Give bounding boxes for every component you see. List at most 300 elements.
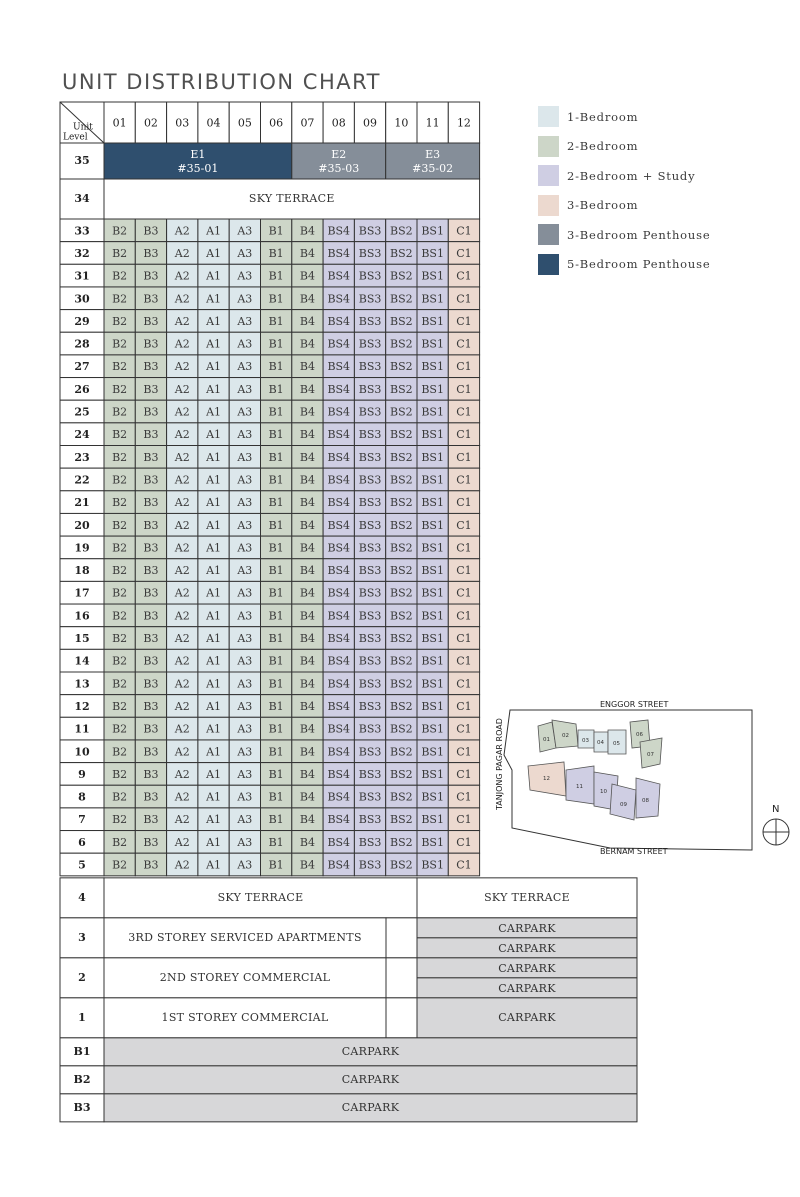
level-label: B2 bbox=[73, 1072, 91, 1086]
unit-type-label: B2 bbox=[112, 473, 128, 487]
unit-type-label: BS2 bbox=[390, 654, 413, 668]
unit-type-label: A3 bbox=[237, 224, 253, 238]
unit-type-label: B2 bbox=[112, 632, 128, 646]
level-label: 33 bbox=[74, 224, 90, 238]
unit-type-label: BS3 bbox=[358, 632, 382, 646]
level-label: 27 bbox=[74, 360, 90, 374]
unit-type-label: B1 bbox=[268, 677, 284, 691]
unit-type-label: BS3 bbox=[358, 541, 382, 555]
unit-type-label: B2 bbox=[112, 813, 128, 827]
unit-type-label: BS3 bbox=[358, 745, 382, 759]
unit-type-label: B3 bbox=[143, 337, 159, 351]
storey-use-label: 1ST STOREY COMMERCIAL bbox=[161, 1010, 329, 1024]
header-column-label: 10 bbox=[394, 116, 409, 130]
level-label: 23 bbox=[74, 450, 90, 464]
unit-type-label: B3 bbox=[143, 745, 159, 759]
unit-type-label: B4 bbox=[299, 790, 315, 804]
legend-swatch bbox=[538, 136, 559, 157]
unit-type-label: B4 bbox=[299, 473, 315, 487]
unit-type-label: A1 bbox=[206, 699, 222, 713]
unit-type-label: B3 bbox=[143, 269, 159, 283]
unit-type-label: C1 bbox=[456, 813, 472, 827]
unit-type-label: A1 bbox=[206, 224, 222, 238]
header-column-label: 12 bbox=[456, 116, 471, 130]
unit-type-label: C1 bbox=[456, 360, 472, 374]
unit-type-label: B2 bbox=[112, 564, 128, 578]
unit-type-label: A1 bbox=[206, 858, 222, 872]
unit-type-label: BS1 bbox=[421, 586, 444, 600]
unit-type-label: B3 bbox=[143, 496, 159, 510]
blank-cell bbox=[386, 918, 417, 958]
compass-icon bbox=[763, 804, 789, 845]
unit-type-label: A2 bbox=[174, 654, 190, 668]
unit-type-label: A1 bbox=[206, 496, 222, 510]
unit-type-label: BS3 bbox=[358, 246, 382, 260]
header-column-label: 02 bbox=[143, 116, 158, 130]
unit-type-label: BS3 bbox=[358, 835, 382, 849]
west-road-label: TANJONG PAGAR ROAD bbox=[495, 718, 504, 810]
unit-type-label: BS4 bbox=[327, 541, 351, 555]
unit-type-label: B2 bbox=[112, 450, 128, 464]
unit-type-label: BS4 bbox=[327, 632, 351, 646]
sky-terrace-label: SKY TERRACE bbox=[248, 192, 335, 205]
unit-type-label: A2 bbox=[174, 699, 190, 713]
unit-type-label: A1 bbox=[206, 428, 222, 442]
unit-type-label: A2 bbox=[174, 541, 190, 555]
level-label: 1 bbox=[78, 1010, 86, 1024]
unit-type-label: A2 bbox=[174, 314, 190, 328]
unit-type-label: BS3 bbox=[358, 586, 382, 600]
unit-type-label: A3 bbox=[237, 586, 253, 600]
unit-type-label: BS1 bbox=[421, 269, 444, 283]
header-column-label: 09 bbox=[363, 116, 378, 130]
unit-type-label: B4 bbox=[299, 835, 315, 849]
unit-type-label: A1 bbox=[206, 314, 222, 328]
unit-type-label: B2 bbox=[112, 224, 128, 238]
level-label: 8 bbox=[78, 790, 86, 804]
header-level-label: Level bbox=[63, 132, 88, 143]
level-label: 21 bbox=[74, 496, 90, 510]
unit-type-label: A3 bbox=[237, 835, 253, 849]
unit-type-label: A1 bbox=[206, 292, 222, 306]
unit-type-label: A2 bbox=[174, 405, 190, 419]
unit-type-label: B3 bbox=[143, 428, 159, 442]
unit-type-label: BS1 bbox=[421, 382, 444, 396]
unit-type-label: BS2 bbox=[390, 677, 413, 691]
unit-type-label: A1 bbox=[206, 337, 222, 351]
site-plan bbox=[490, 690, 795, 865]
header-column-label: 05 bbox=[237, 116, 252, 130]
unit-type-label: BS3 bbox=[358, 767, 382, 781]
level-label: 17 bbox=[74, 586, 90, 600]
header-column-label: 11 bbox=[425, 116, 440, 130]
legend bbox=[538, 102, 710, 279]
unit-type-label: BS1 bbox=[421, 450, 444, 464]
unit-type-label: B2 bbox=[112, 722, 128, 736]
unit-type-label: BS2 bbox=[390, 360, 413, 374]
carpark-label: CARPARK bbox=[341, 1100, 400, 1114]
level-label: 34 bbox=[74, 192, 90, 205]
unit-type-label: A1 bbox=[206, 246, 222, 260]
unit-type-label: BS3 bbox=[358, 450, 382, 464]
unit-type-label: B1 bbox=[268, 790, 284, 804]
unit-type-label: B1 bbox=[268, 496, 284, 510]
unit-type-label: B3 bbox=[143, 541, 159, 555]
north-street-label: ENGGOR STREET bbox=[600, 700, 669, 709]
unit-type-label: A3 bbox=[237, 790, 253, 804]
unit-type-label: BS1 bbox=[421, 337, 444, 351]
unit-type-label: B3 bbox=[143, 450, 159, 464]
level-label: 22 bbox=[74, 473, 90, 487]
header-column-label: 03 bbox=[175, 116, 190, 130]
unit-type-label: BS2 bbox=[390, 337, 413, 351]
unit-type-label: BS2 bbox=[390, 518, 413, 532]
unit-type-label: BS2 bbox=[390, 224, 413, 238]
unit-type-label: B3 bbox=[143, 609, 159, 623]
storey-use-label: 2ND STOREY COMMERCIAL bbox=[159, 970, 331, 984]
unit-type-label: B1 bbox=[268, 314, 284, 328]
unit-type-label: C1 bbox=[456, 428, 472, 442]
unit-type-label: B4 bbox=[299, 699, 315, 713]
header-column-label: 07 bbox=[300, 116, 315, 130]
unit-type-label: A1 bbox=[206, 382, 222, 396]
unit-type-label: B2 bbox=[112, 654, 128, 668]
unit-type-label: BS4 bbox=[327, 722, 351, 736]
unit-type-label: A2 bbox=[174, 790, 190, 804]
unit-type-label: BS1 bbox=[421, 767, 444, 781]
unit-type-label: B1 bbox=[268, 654, 284, 668]
level-label: 2 bbox=[78, 970, 86, 984]
legend-swatch bbox=[538, 106, 559, 127]
unit-type-label: BS2 bbox=[390, 314, 413, 328]
unit-type-label: A3 bbox=[237, 292, 253, 306]
unit-type-label: BS2 bbox=[390, 722, 413, 736]
unit-type-label: BS1 bbox=[421, 473, 444, 487]
level-label: 28 bbox=[74, 337, 90, 351]
unit-type-label: C1 bbox=[456, 654, 472, 668]
unit-type-label: A2 bbox=[174, 745, 190, 759]
unit-type-label: BS3 bbox=[358, 518, 382, 532]
unit-type-label: A3 bbox=[237, 677, 253, 691]
unit-type-label: A2 bbox=[174, 858, 190, 872]
unit-type-label: A1 bbox=[206, 405, 222, 419]
unit-type-label: B4 bbox=[299, 337, 315, 351]
unit-type-label: B1 bbox=[268, 767, 284, 781]
unit-type-label: BS2 bbox=[390, 813, 413, 827]
block-label: 10 bbox=[600, 789, 607, 795]
unit-type-label: BS4 bbox=[327, 360, 351, 374]
level-label: 3 bbox=[78, 930, 86, 944]
unit-type-label: A3 bbox=[237, 405, 253, 419]
unit-type-label: A3 bbox=[237, 858, 253, 872]
unit-type-label: B1 bbox=[268, 360, 284, 374]
unit-type-label: A2 bbox=[174, 632, 190, 646]
unit-type-label: A3 bbox=[237, 813, 253, 827]
block-label: 07 bbox=[647, 752, 654, 758]
unit-type-label: BS1 bbox=[421, 518, 444, 532]
unit-type-label: BS1 bbox=[421, 699, 444, 713]
unit-type-label: A1 bbox=[206, 767, 222, 781]
unit-type-label: A2 bbox=[174, 609, 190, 623]
blank-cell bbox=[386, 998, 417, 1038]
carpark-label: CARPARK bbox=[498, 981, 556, 995]
unit-type-label: B2 bbox=[112, 586, 128, 600]
unit-type-label: BS2 bbox=[390, 586, 413, 600]
level-label: 29 bbox=[74, 314, 90, 328]
unit-type-label: A2 bbox=[174, 835, 190, 849]
level-label: 18 bbox=[74, 564, 90, 578]
level-label: 32 bbox=[74, 246, 90, 260]
unit-type-label: B1 bbox=[268, 609, 284, 623]
block-label: 11 bbox=[576, 784, 583, 790]
unit-type-label: BS3 bbox=[358, 564, 382, 578]
unit-type-label: B3 bbox=[143, 586, 159, 600]
unit-type-label: C1 bbox=[456, 541, 472, 555]
unit-type-label: A3 bbox=[237, 314, 253, 328]
unit-type-label: B2 bbox=[112, 405, 128, 419]
unit-type-label: BS3 bbox=[358, 722, 382, 736]
unit-type-label: BS4 bbox=[327, 813, 351, 827]
unit-type-label: B2 bbox=[112, 745, 128, 759]
unit-type-label: A3 bbox=[237, 609, 253, 623]
unit-type-label: B1 bbox=[268, 224, 284, 238]
unit-type-label: B2 bbox=[112, 858, 128, 872]
unit-type-label: B3 bbox=[143, 405, 159, 419]
unit-type-label: BS1 bbox=[421, 632, 444, 646]
level-label: 35 bbox=[74, 154, 90, 167]
unit-type-label: B2 bbox=[112, 496, 128, 510]
unit-type-label: A2 bbox=[174, 722, 190, 736]
unit-type-label: B3 bbox=[143, 858, 159, 872]
level-label: 14 bbox=[74, 654, 90, 668]
unit-type-label: B3 bbox=[143, 292, 159, 306]
unit-type-label: B3 bbox=[143, 632, 159, 646]
unit-type-label: B1 bbox=[268, 632, 284, 646]
unit-type-label: B1 bbox=[268, 450, 284, 464]
unit-type-label: A2 bbox=[174, 428, 190, 442]
unit-type-label: BS2 bbox=[390, 473, 413, 487]
unit-type-label: BS1 bbox=[421, 292, 444, 306]
unit-type-label: C1 bbox=[456, 722, 472, 736]
unit-type-label: BS2 bbox=[390, 246, 413, 260]
unit-type-label: A1 bbox=[206, 745, 222, 759]
unit-type-label: B1 bbox=[268, 292, 284, 306]
unit-type-label: BS3 bbox=[358, 699, 382, 713]
unit-type-label: B1 bbox=[268, 382, 284, 396]
block-label: 12 bbox=[543, 776, 550, 782]
unit-type-label: C1 bbox=[456, 858, 472, 872]
level-label: 20 bbox=[74, 518, 90, 532]
unit-type-label: BS4 bbox=[327, 450, 351, 464]
level-label: 10 bbox=[74, 745, 90, 759]
level-label: 16 bbox=[74, 609, 90, 623]
legend-item-3-bedroom bbox=[538, 191, 710, 221]
unit-type-label: C1 bbox=[456, 224, 472, 238]
unit-type-label: B4 bbox=[299, 541, 315, 555]
unit-type-label: B2 bbox=[112, 541, 128, 555]
unit-type-label: A3 bbox=[237, 382, 253, 396]
unit-type-label: B4 bbox=[299, 677, 315, 691]
unit-type-label: C1 bbox=[456, 382, 472, 396]
legend-swatch bbox=[538, 224, 559, 245]
unit-type-label: B3 bbox=[143, 382, 159, 396]
unit-type-label: B2 bbox=[112, 428, 128, 442]
level-label: 11 bbox=[74, 722, 90, 736]
unit-type-label: BS2 bbox=[390, 564, 413, 578]
unit-type-label: B1 bbox=[268, 473, 284, 487]
unit-type-label: B2 bbox=[112, 699, 128, 713]
unit-type-label: B1 bbox=[268, 541, 284, 555]
unit-type-label: B3 bbox=[143, 722, 159, 736]
unit-type-label: BS4 bbox=[327, 224, 351, 238]
legend-label: 1-Bedroom bbox=[567, 109, 639, 124]
block-label: 06 bbox=[636, 732, 643, 738]
unit-type-label: B3 bbox=[143, 677, 159, 691]
unit-type-label: BS3 bbox=[358, 405, 382, 419]
unit-type-label: A2 bbox=[174, 496, 190, 510]
unit-type-label: B2 bbox=[112, 835, 128, 849]
unit-type-label: BS3 bbox=[358, 790, 382, 804]
level-label: 30 bbox=[74, 292, 90, 306]
unit-type-label: A2 bbox=[174, 269, 190, 283]
unit-type-label: B4 bbox=[299, 314, 315, 328]
unit-type-label: A3 bbox=[237, 518, 253, 532]
unit-type-label: B4 bbox=[299, 632, 315, 646]
unit-type-label: BS1 bbox=[421, 722, 444, 736]
unit-type-label: BS4 bbox=[327, 473, 351, 487]
unit-type-label: BS1 bbox=[421, 654, 444, 668]
level-label: 6 bbox=[78, 835, 86, 849]
unit-type-label: BS3 bbox=[358, 428, 382, 442]
block-label: 03 bbox=[582, 738, 589, 744]
block-label: 04 bbox=[597, 740, 604, 746]
compass-north-label: N bbox=[772, 804, 780, 815]
level-label: 19 bbox=[74, 541, 90, 555]
unit-type-label: B3 bbox=[143, 224, 159, 238]
unit-type-label: B3 bbox=[143, 246, 159, 260]
unit-type-label: BS3 bbox=[358, 677, 382, 691]
unit-type-label: C1 bbox=[456, 564, 472, 578]
unit-type-label: BS4 bbox=[327, 609, 351, 623]
unit-type-label: B2 bbox=[112, 767, 128, 781]
block-label: 05 bbox=[613, 741, 620, 747]
unit-type-label: B3 bbox=[143, 654, 159, 668]
level-label: 5 bbox=[78, 858, 86, 872]
unit-type-label: BS4 bbox=[327, 564, 351, 578]
unit-type-label: BS1 bbox=[421, 360, 444, 374]
unit-type-label: BS4 bbox=[327, 314, 351, 328]
unit-type-label: B4 bbox=[299, 246, 315, 260]
unit-type-label: A2 bbox=[174, 564, 190, 578]
unit-type-label: B4 bbox=[299, 269, 315, 283]
unit-type-label: BS3 bbox=[358, 292, 382, 306]
unit-type-label: BS1 bbox=[421, 564, 444, 578]
south-street-label: BERNAM STREET bbox=[600, 847, 668, 856]
level-label: 26 bbox=[74, 382, 90, 396]
unit-type-label: A1 bbox=[206, 564, 222, 578]
legend-item-5-bedroom-penthouse bbox=[538, 250, 710, 280]
unit-type-label: B1 bbox=[268, 835, 284, 849]
unit-type-label: B4 bbox=[299, 450, 315, 464]
unit-type-label: B1 bbox=[268, 428, 284, 442]
unit-type-label: C1 bbox=[456, 496, 472, 510]
sky-terrace-label: SKY TERRACE bbox=[217, 890, 304, 904]
unit-type-label: B2 bbox=[112, 360, 128, 374]
level-label: 25 bbox=[74, 405, 90, 419]
unit-type-label: A1 bbox=[206, 813, 222, 827]
unit-type-label: A2 bbox=[174, 292, 190, 306]
unit-type-label: B3 bbox=[143, 314, 159, 328]
unit-type-label: BS1 bbox=[421, 541, 444, 555]
unit-type-label: A3 bbox=[237, 745, 253, 759]
unit-type-label: BS4 bbox=[327, 405, 351, 419]
level-label: 9 bbox=[78, 767, 86, 781]
unit-type-label: A2 bbox=[174, 246, 190, 260]
legend-swatch bbox=[538, 165, 559, 186]
unit-type-label: C1 bbox=[456, 745, 472, 759]
unit-type-label: A2 bbox=[174, 586, 190, 600]
unit-type-label: BS4 bbox=[327, 790, 351, 804]
unit-type-label: BS2 bbox=[390, 541, 413, 555]
unit-type-label: B3 bbox=[143, 835, 159, 849]
unit-type-label: B1 bbox=[268, 246, 284, 260]
unit-type-label: BS1 bbox=[421, 224, 444, 238]
unit-type-label: C1 bbox=[456, 246, 472, 260]
unit-type-label: B1 bbox=[268, 858, 284, 872]
unit-type-label: BS1 bbox=[421, 790, 444, 804]
unit-type-label: BS2 bbox=[390, 450, 413, 464]
unit-type-label: BS2 bbox=[390, 699, 413, 713]
unit-type-label: A1 bbox=[206, 654, 222, 668]
unit-type-label: BS3 bbox=[358, 382, 382, 396]
unit-type-label: BS3 bbox=[358, 609, 382, 623]
unit-type-label: C1 bbox=[456, 269, 472, 283]
unit-type-label: BS4 bbox=[327, 767, 351, 781]
unit-type-label: A3 bbox=[237, 246, 253, 260]
header-column-label: 04 bbox=[206, 116, 221, 130]
unit-type-label: A2 bbox=[174, 677, 190, 691]
unit-type-label: BS3 bbox=[358, 337, 382, 351]
unit-type-label: BS4 bbox=[327, 337, 351, 351]
unit-type-label: C1 bbox=[456, 292, 472, 306]
header-unit-label: Unit bbox=[73, 122, 93, 133]
unit-type-label: BS2 bbox=[390, 382, 413, 396]
unit-type-label: C1 bbox=[456, 767, 472, 781]
unit-type-label: C1 bbox=[456, 518, 472, 532]
unit-type-label: B3 bbox=[143, 518, 159, 532]
unit-type-label: A1 bbox=[206, 473, 222, 487]
unit-type-label: B1 bbox=[268, 564, 284, 578]
block-label: 01 bbox=[543, 737, 550, 743]
unit-type-label: A1 bbox=[206, 790, 222, 804]
storey-use-label: 3RD STOREY SERVICED APARTMENTS bbox=[128, 930, 362, 944]
carpark-label: CARPARK bbox=[341, 1072, 400, 1086]
blank-cell bbox=[386, 958, 417, 998]
unit-type-label: BS3 bbox=[358, 360, 382, 374]
legend-item-2-bedroom-study bbox=[538, 161, 710, 191]
unit-type-label: B1 bbox=[268, 722, 284, 736]
unit-type-label: BS1 bbox=[421, 858, 444, 872]
penthouse-unit-number: #35-03 bbox=[318, 162, 360, 175]
unit-type-label: C1 bbox=[456, 586, 472, 600]
unit-type-label: BS2 bbox=[390, 609, 413, 623]
unit-type-label: A1 bbox=[206, 269, 222, 283]
unit-type-label: BS2 bbox=[390, 858, 413, 872]
unit-type-label: A1 bbox=[206, 835, 222, 849]
penthouse-unit-number: #35-02 bbox=[412, 162, 454, 175]
unit-type-label: BS1 bbox=[421, 428, 444, 442]
unit-type-label: A2 bbox=[174, 518, 190, 532]
